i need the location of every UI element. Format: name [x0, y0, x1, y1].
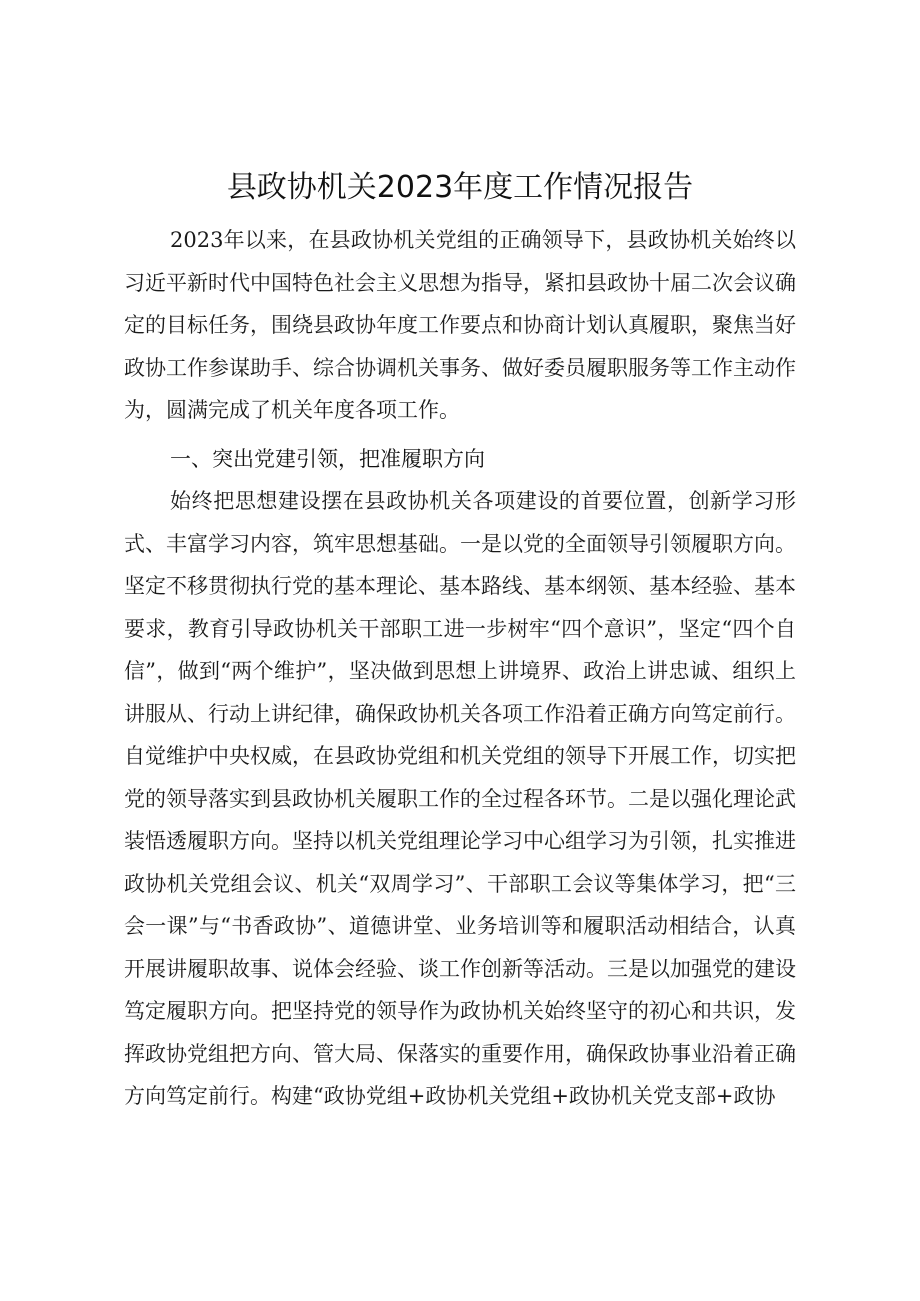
- section-heading: 一、突出党建引领，把准履职方向: [170, 447, 485, 471]
- section-paragraph: 始终把思想建设摆在县政协机关各项建设的首要位置，创新学习形式、丰富学习内容，筑牢思想基础。一是以党的全面领导引领履职方向。坚定不移贯彻执行党的基本理论、基本路线、基本纲领、基本经验、基本要求，教育引导政协机关干部职工进一步树牢“四个意识”，坚定“四个自信”，做到“两个维护”，坚决做到思想上讲境界、政治上讲忠诚、组织上讲服从、行动上讲纪律，确保政协机关各项工作沿着正确方向笃定前行。自觉维护中央权威，在县政协党组和机关党组的领导下开展工作，切实把党的领导落实到县政协机关履职工作的全过程各环节。二是以强化理论武装悟透履职方向。坚持以机关党组理论学习中心组学习为引领，扎实推进政协机关党组会议、机关“双周学习”、干部职工会议等集体学习，把“三会一课”与“书香政协”、道德讲堂、业务培训等和履职活动相结合，认真开展讲履职故事、说体会经验、谈工作创新等活动。三是以加强党的建设笃定履职方向。把坚持党的领导作为政协机关始终坚守的初心和共识，发挥政协党组把方向、管大局、保落实的重要作用，确保政协事业沿着正确方向笃定前行。构建“政协党组+政协机关党组+政协机关党支部+政协: [124, 489, 796, 1108]
- intro-paragraph: 2023年以来，在县政协机关党组的正确领导下，县政协机关始终以习近平新时代中国特色社会主义思想为指导，紧扣县政协十届二次会议确定的目标任务，围绕县政协年度工作要点和协商计划认真履职，聚焦当好政协工作参谋助手、综合协调机关事务、做好委员履职服务等工作主动作为，圆满完成了机关年度各项工作。: [124, 228, 796, 422]
- document-title: 县政协机关2023年度工作情况报告: [226, 170, 694, 205]
